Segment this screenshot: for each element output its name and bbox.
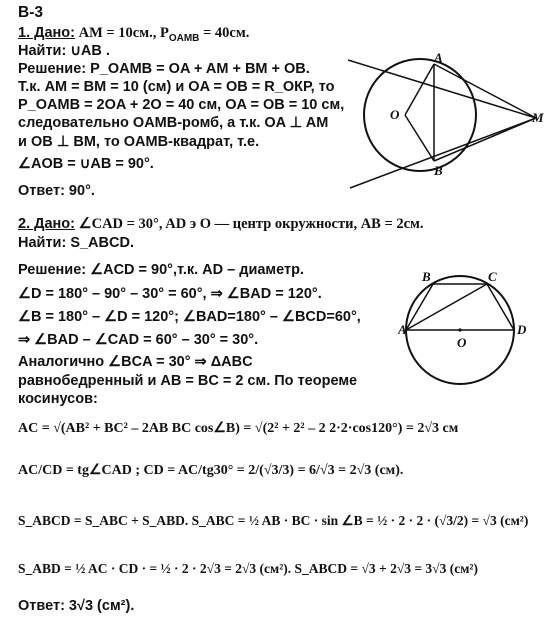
circle-o — [364, 59, 476, 171]
problem1-given-sub: OAMB — [168, 32, 200, 44]
problem1-line-1: Решение: P_OAMB = OA + AM + BM + OB. — [18, 61, 310, 77]
problem1-line-2: Т.к. AM = BM = 10 (см) и OA = OB = R_ОКР, то — [18, 79, 335, 95]
problem2-given-label: 2. Дано: — [18, 216, 75, 232]
label-o2: O — [457, 335, 467, 350]
label-a: A — [434, 50, 443, 65]
problem1-given-label: 1. Дано: — [18, 25, 75, 41]
problem2-line-2: ∠D = 180° – 90° – 30° = 60°, ⇒ ∠BAD = 120°. — [18, 286, 322, 302]
center-point — [458, 328, 461, 331]
formula-cosine: AC = √(AB² + BC² – 2AB BC cos∠B) = √(2² + 2² – 2 2·2·cos120°) = 2√3 см — [18, 421, 459, 436]
problem1-line-6: ∠AOB = ∪AB = 90°. — [18, 156, 154, 172]
problem1-find: Найти: ∪AB . — [18, 43, 110, 59]
formula-cd: AC/CD = tg∠CAD ; CD = AC/tg30° = 2/(√3/3) = 6/√3 = 2√3 (см). — [18, 463, 404, 478]
formula-s-abd: S_ABD = ½ AC · CD · = ½ · 2 · 2√3 = 2√3 (см²). S_ABCD = √3 + 2√3 = 3√3 (см²) — [18, 561, 478, 576]
problem2-line-1: Решение: ∠ACD = 90°,т.к. AD – диаметр. — [18, 262, 305, 278]
problem2-figure — [398, 268, 538, 388]
problem2-line-6: равнобедренный и AB = BC = 2 см. По теореме — [18, 373, 358, 389]
label-a2: A — [398, 322, 407, 337]
segment-bm — [434, 118, 536, 161]
problem2-line-5: Аналогично ∠BCA = 30° ⇒ ΔABC — [18, 354, 253, 370]
problem2-answer: Ответ: 3√3 (см²). — [18, 598, 135, 614]
diagonal-ac — [406, 284, 487, 330]
problem1-given-text: AM = 10см., P — [74, 25, 169, 41]
label-b: B — [434, 163, 443, 178]
problem2-line-3: ∠B = 180° – ∠D = 120°; ∠BAD=180° – ∠BCD=60°, — [18, 309, 361, 325]
problem1-answer: Ответ: 90°. — [18, 183, 95, 199]
label-c2: C — [488, 269, 497, 284]
problem1-figure — [340, 40, 545, 205]
label-b2: B — [422, 269, 431, 284]
label-m: M — [532, 110, 544, 125]
label-o: O — [390, 107, 400, 122]
segment-ob — [405, 115, 434, 161]
formula-s-abc: S_ABCD = S_ABC + S_ABD. S_ABC = ½ AB · BC · sin ∠B = ½ · 2 · 2 · (√3/2) = √3 (см²) — [18, 513, 529, 528]
problem1-line-5: и OB ⊥ BM, то OAMB-квадрат, т.е. — [18, 134, 260, 150]
problem2-find: Найти: S_ABCD. — [18, 235, 134, 251]
label-d2: D — [517, 322, 527, 337]
problem1-line-4: следовательно OAMB-ромб, а т.к. OA ⊥ AM — [18, 115, 329, 131]
problem1-line-3: P_OAMB = 2OA + 2O = 40 см, OA = OB = 10 см, — [18, 97, 345, 113]
problem2-given — [18, 215, 424, 233]
problem2-line-4: ⇒ ∠BAD – ∠CAD = 60° – 30° = 30°. — [18, 332, 259, 348]
problem2-given-text: ∠CAD = 30°, AD э O — центр окружности, AB = 2см. — [74, 216, 424, 232]
problem2-line-7: косинусов: — [18, 391, 98, 407]
segment-oa — [405, 64, 434, 115]
variant-title: В-3 — [18, 4, 43, 21]
problem1-given-tail: = 40см. — [199, 25, 250, 41]
